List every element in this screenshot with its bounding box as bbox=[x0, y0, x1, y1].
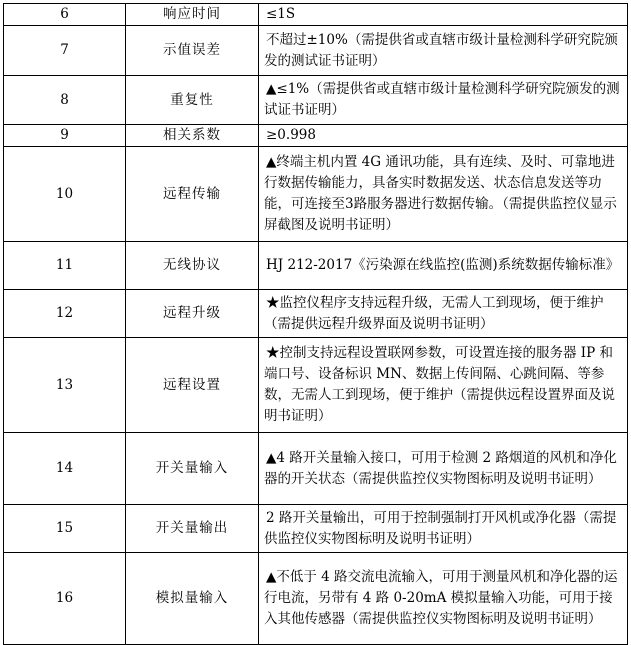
row-number: 8 bbox=[4, 76, 126, 125]
row-number: 14 bbox=[4, 433, 126, 505]
row-number: 13 bbox=[4, 338, 126, 433]
row-number: 11 bbox=[4, 242, 126, 290]
parameter-spec: 不超过±10%（需提供省或直辖市级计量检测科学研究院颁发的测试证书证明） bbox=[259, 26, 628, 76]
table-row bbox=[4, 553, 628, 645]
parameter-spec: ★控制支持远程设置联网参数，可设置连接的服务器 IP 和端口号、设备标识 MN、数据上传间隔、心跳间隔、等参数，无需人工到现场，便于维护（需提供远程设置界面及说明书证明） bbox=[259, 338, 628, 433]
parameter-spec: ▲不低于 4 路交流电流输入，可用于测量风机和净化器的运行电流，另带有 4 路 0-20mA 模拟量输入功能，可用于接入其他传感器（需提供监控仪实物图标明及说明书证明） bbox=[259, 553, 628, 645]
table-row bbox=[4, 125, 628, 147]
table-row bbox=[4, 242, 628, 290]
parameter-name: 重复性 bbox=[126, 76, 259, 125]
parameter-spec: ≤1S bbox=[259, 4, 628, 26]
row-number: 9 bbox=[4, 125, 126, 147]
parameter-name: 远程传输 bbox=[126, 147, 259, 242]
parameter-name: 相关系数 bbox=[126, 125, 259, 147]
parameter-name: 远程升级 bbox=[126, 290, 259, 338]
parameter-name: 开关量输出 bbox=[126, 505, 259, 553]
table-row bbox=[4, 433, 628, 505]
parameter-name: 模拟量输入 bbox=[126, 553, 259, 645]
spec-table bbox=[3, 3, 628, 645]
table-row bbox=[4, 338, 628, 433]
table-row bbox=[4, 76, 628, 125]
parameter-spec: ≥0.998 bbox=[259, 125, 628, 147]
parameter-name: 远程设置 bbox=[126, 338, 259, 433]
row-number: 16 bbox=[4, 553, 126, 645]
parameter-spec: 2 路开关量输出，可用于控制强制打开风机或净化器（需提供监控仪实物图标明及说明书证明） bbox=[259, 505, 628, 553]
table-row bbox=[4, 4, 628, 26]
table-row bbox=[4, 505, 628, 553]
row-number: 15 bbox=[4, 505, 126, 553]
parameter-spec: HJ 212-2017《污染源在线监控(监测)系统数据传输标准》 bbox=[259, 242, 628, 290]
parameter-spec: ▲≤1%（需提供省或直辖市级计量检测科学研究院颁发的测试证书证明） bbox=[259, 76, 628, 125]
row-number: 6 bbox=[4, 4, 126, 26]
table-row bbox=[4, 147, 628, 242]
row-number: 7 bbox=[4, 26, 126, 76]
table-row bbox=[4, 290, 628, 338]
parameter-spec: ▲4 路开关量输入接口，可用于检测 2 路烟道的风机和净化器的开关状态（需提供监控仪实物图标明及说明书证明） bbox=[259, 433, 628, 505]
table-row bbox=[4, 26, 628, 76]
parameter-name: 无线协议 bbox=[126, 242, 259, 290]
parameter-spec: ★监控仪程序支持远程升级，无需人工到现场，便于维护（需提供远程升级界面及说明书证明） bbox=[259, 290, 628, 338]
parameter-name: 开关量输入 bbox=[126, 433, 259, 505]
parameter-name: 响应时间 bbox=[126, 4, 259, 26]
parameter-name: 示值误差 bbox=[126, 26, 259, 76]
row-number: 10 bbox=[4, 147, 126, 242]
parameter-spec: ▲终端主机内置 4G 通讯功能，具有连续、及时、可靠地进行数据传输能力，具备实时数据发送、状态信息发送等功能，可连接至3路服务器进行数据传输。（需提供监控仪显示屏截图及说明书证明） bbox=[259, 147, 628, 242]
row-number: 12 bbox=[4, 290, 126, 338]
